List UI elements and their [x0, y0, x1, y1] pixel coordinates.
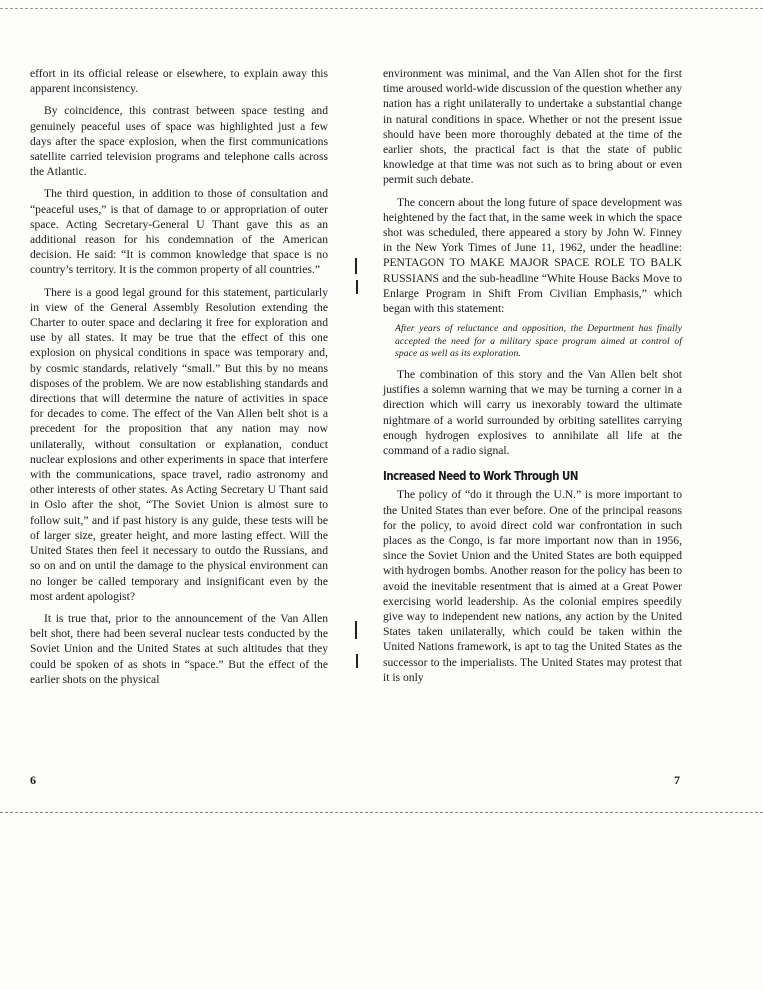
right-page-column: [383, 66, 682, 692]
left-page-column: [30, 66, 328, 694]
paragraph: The policy of “do it through the U.N.” is more important to the United States than ever before. One of the principal reasons for the policy, to avoid direct cold war confrontation in such places as the Congo, is far more important now than in 1956, since the Soviet Union and the United States are both equipped with hydrogen bombs. Another reason for the policy has been to avoid the inevitable resentment that is aimed at a Great Power exercising world leadership. As the colonial empires speedily give way to independent new nations, any action by the United States taken unilaterally, which could be taken within the United Nations framework, is apt to tag the United States as the successor to the imperialists. The United States may protest that it is only: [383, 488, 682, 684]
section-heading: Increased Need to Work Through UN: [383, 468, 578, 484]
bottom-scan-edge: [0, 812, 763, 813]
paragraph: There is a good legal ground for this statement, particularly in view of the General Assembly Resolution extending the Charter to outer space and declaring it free for exploration and use by all states. It may be true that the effect of this one explosion on physical conditions in space was temporary and, by cosmic standards, relatively “small.” But this by no means disposes of the problem. We are now establishing standards and directions that will determine the nature of activities in space for decades to come. The effect of the Van Allen belt shot is a precedent for the proposition that any nation may now unilaterally, without consultation or explanation, conduct nuclear explosions and other experiments in space that interfere with the communications, space travel, radio astronomy and other interests of other states. As Acting Secretary U Thant said in Oslo after the shot, “The Soviet Union is almost sure to follow suit,” and if past history is any guide, these tests will be of larger size, greater height, and more lasting effect. Will the United States then feel it necessary to outdo the Russians, and so on and on until the damage to the physical environment can no longer be called temporary and insignificant even by the most ardent apologist?: [30, 285, 328, 603]
paragraph: The combination of this story and the Van Allen belt shot justifies a solemn warning that we may be turning a corner in a direction which will carry us inexorably toward the ultimate nightmare of a world surrounded by orbiting satellites carrying enough hydrogen explosives to annihilate all life at the command of a radio signal.: [383, 368, 682, 458]
margin-annotation-mark: [355, 621, 357, 639]
margin-annotation-mark: [355, 258, 357, 274]
top-scan-edge: [0, 8, 763, 9]
paragraph: effort in its official release or elsewhere, to explain away this apparent inconsistency.: [30, 67, 328, 96]
paragraph: The third question, in addition to those of consultation and “peaceful uses,” is that of damage to or appropriation of outer space. Acting Secretary-General U Thant gave this as an additional reason for his condemnation of the American decision. He said: “It is common knowledge that space is no country’s territory. It is the common property of all countries.”: [30, 187, 328, 277]
paragraph: The concern about the long future of space development was heightened by the fact that, in the same week in which the space shot was scheduled, there appeared a story by John W. Finney in the New York Times of June 11, 1962, under the headline: PENTAGON TO MAKE MAJOR SPACE ROLE TO BALK RUSSIANS and the sub-headline “White House Backs Move to Enlarge Program in Shift From Civilian Emphasis,” which began with this statement:: [383, 195, 682, 316]
page-number-right: 7: [674, 773, 680, 787]
margin-annotation-mark: [356, 654, 358, 668]
block-quote: After years of reluctance and opposition, the Department has finally accepted the need for a military space program aimed at control of space as well as its exploration.: [395, 323, 682, 360]
margin-annotation-mark: [356, 280, 358, 294]
page-number-left: 6: [30, 773, 36, 787]
paragraph: It is true that, prior to the announcement of the Van Allen belt shot, there had been several nuclear tests conducted by the Soviet Union and the United States at such altitudes that they could be spoken of as shots in “space.” But the effect of the earlier shots on the physical: [30, 611, 328, 686]
paragraph: environment was minimal, and the Van Allen shot for the first time aroused world-wide discussion of the question whether any nation has a right unilaterally to undertake a substantial change in natural conditions in space. Whether or not the present issue should have been more thoroughly debated at the time of the earlier shots, the practical fact is that the state of public knowledge at that time was not such as to bring about or even permit such debate.: [383, 67, 682, 187]
paragraph: By coincidence, this contrast between space testing and genuinely peaceful uses of space was highlighted just a few days after the space explosion, when the first communications satellite carried television programs and telephone calls across the Atlantic.: [30, 104, 328, 179]
